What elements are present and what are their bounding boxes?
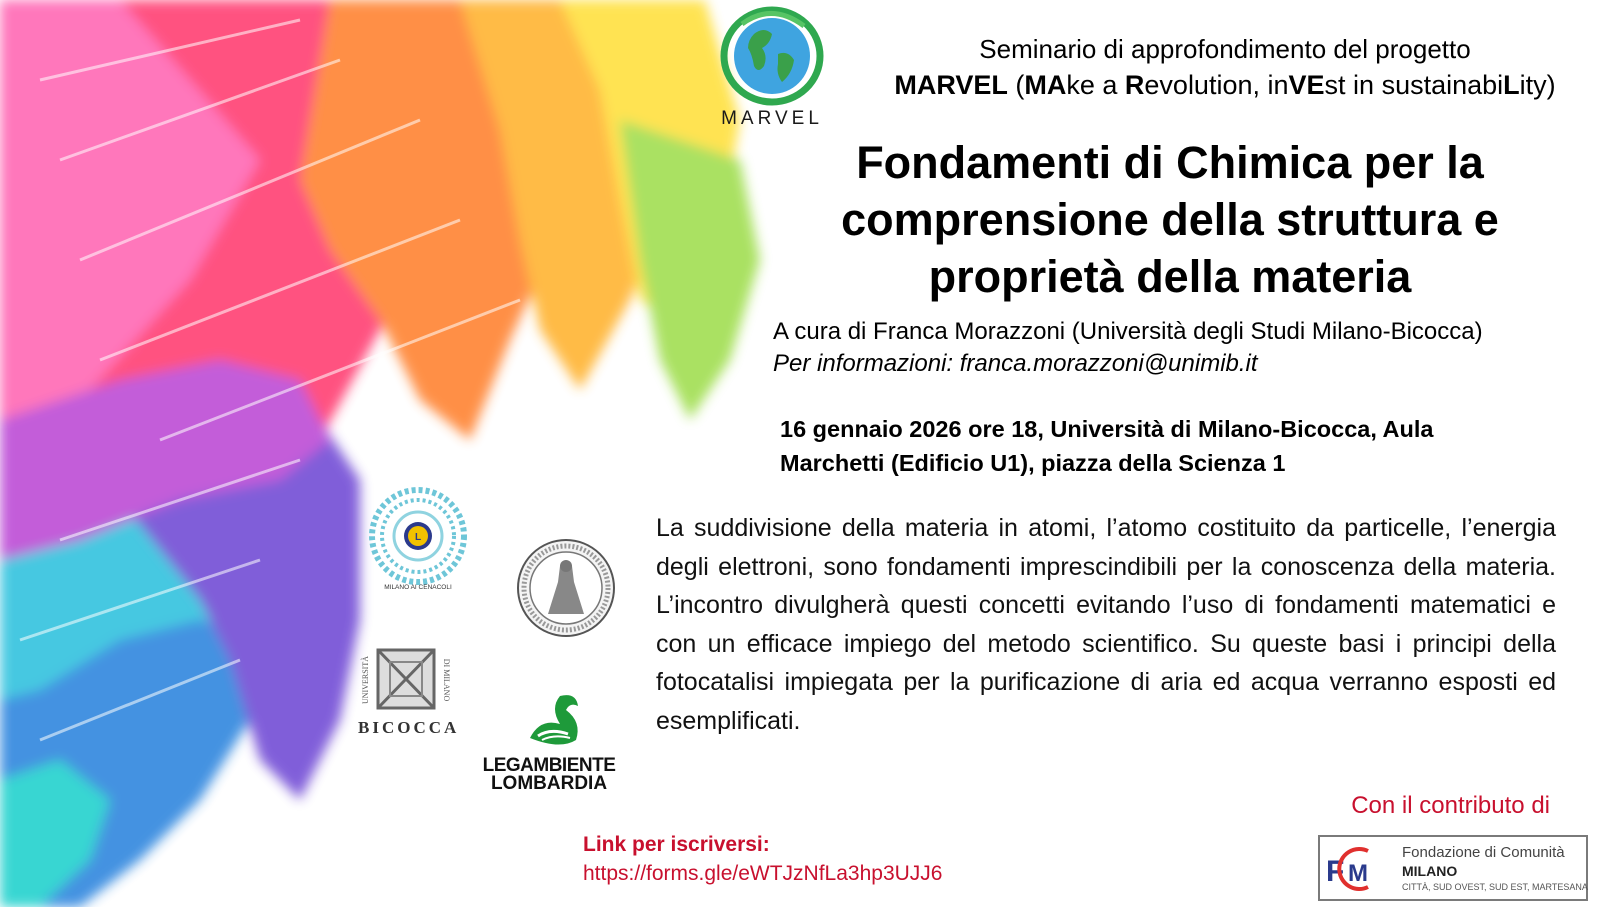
seminar-title-line1: Fondamenti di Chimica per la xyxy=(856,137,1484,188)
seminar-title xyxy=(770,134,1570,305)
contact-email[interactable]: Per informazioni: franca.morazzoni@unimib.it xyxy=(773,350,1258,377)
seminar-title-line3: proprietà della materia xyxy=(928,251,1412,302)
marvel-logo-word: MARVEL xyxy=(721,108,823,129)
acronym-part: MARVEL xyxy=(894,70,1008,100)
legambiente-line2: LOMBARDIA xyxy=(490,773,608,794)
acronym-part: R xyxy=(1124,70,1145,100)
seminar-description: La suddivisione della materia in atomi, l’atomo costituito da particelle, l’energia degli elettroni, sono fondamenti imprescindibili per la conoscenza della materia. L’incontro divulgherà questi concetti evitando l’uso di fondamenti matematici e con un efficace impiego del metodo scientifico. Su queste basi i principi della fotocatalisi impiegata per la purificazione di aria ed acqua verranno esposti ed esemplificati. xyxy=(656,514,1556,735)
acronym-part: MA xyxy=(1024,70,1067,100)
legambiente-swan-logo xyxy=(520,688,592,752)
acronym-part: evolution, in xyxy=(1144,70,1289,100)
fcm-name-line1: Fondazione di Comunità xyxy=(1402,844,1565,861)
acronym-part: VE xyxy=(1288,70,1325,100)
acronym-part: L xyxy=(1503,70,1520,100)
svg-text:UNIVERSITÀ: UNIVERSITÀ xyxy=(361,656,370,704)
registration-link[interactable]: https://forms.gle/eWTJzNfLa3hp3UJJ6 xyxy=(583,862,943,885)
fcm-sponsor-logo xyxy=(1318,835,1588,901)
fcm-name-line2: MILANO xyxy=(1402,863,1458,879)
event-line2: Marchetti (Edificio U1), piazza della Scienza 1 xyxy=(780,450,1286,476)
legambiente-line1: LEGAMBIENTE xyxy=(482,755,616,776)
event-line1: 16 gennaio 2026 ore 18, Università di Milano-Bicocca, Aula xyxy=(780,416,1434,442)
svg-text:L: L xyxy=(414,532,422,543)
svg-text:M: M xyxy=(1348,860,1368,887)
acronym-part: st in sustainabi xyxy=(1324,70,1504,100)
svg-text:F: F xyxy=(1326,855,1345,888)
registration-label: Link per iscriversi: xyxy=(583,833,770,856)
event-date-location xyxy=(780,412,1570,480)
sponsor-intro: Con il contributo di xyxy=(1351,792,1550,819)
lions-club-caption: MILANO AI CENACOLI xyxy=(384,584,452,591)
acronym-part: ke a xyxy=(1066,70,1125,100)
svg-text:DI MILANO: DI MILANO xyxy=(442,658,451,702)
curator-line: A cura di Franca Morazzoni (Università degli Studi Milano-Bicocca) xyxy=(773,318,1483,345)
acronym-part: ity) xyxy=(1519,70,1556,100)
fcm-mark-icon xyxy=(1324,843,1388,895)
bicocca-logo-word: BICOCCA xyxy=(358,718,460,737)
project-acronym-line xyxy=(840,70,1610,101)
acronym-part: ( xyxy=(1007,70,1025,100)
seminar-title-line2: comprensione della struttura e xyxy=(841,194,1499,245)
seminar-subtitle: Seminario di approfondimento del progetto xyxy=(979,34,1471,64)
lions-club-logo xyxy=(366,486,470,596)
fcm-name-line3: CITTÀ, SUD OVEST, SUD EST, MARTESANA xyxy=(1402,882,1588,892)
unimi-seal-logo xyxy=(514,536,618,640)
